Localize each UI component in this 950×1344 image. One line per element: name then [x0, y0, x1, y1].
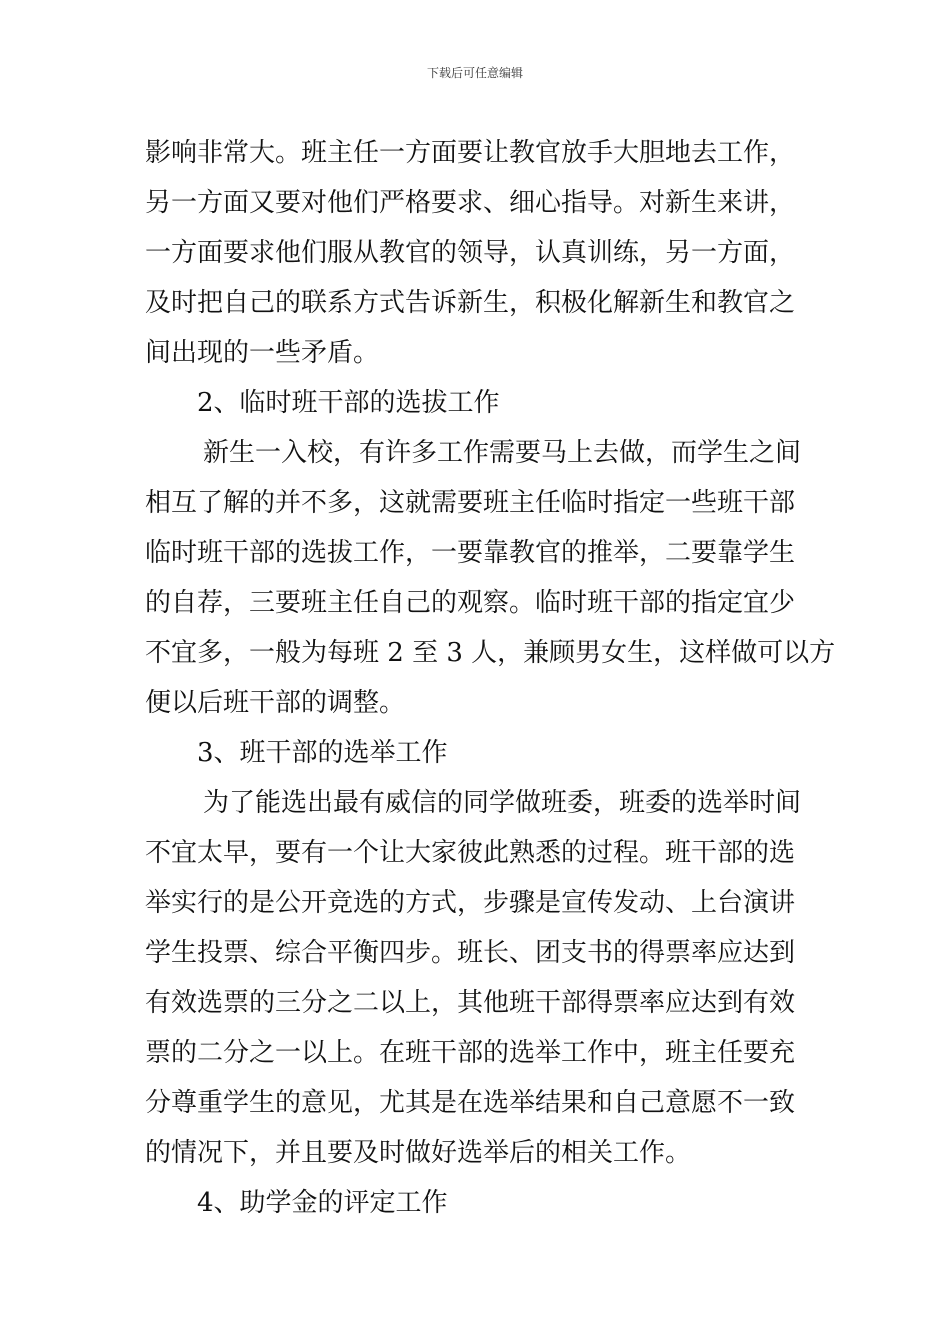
- text-line: 的情况下，并且要及时做好选举后的相关工作。: [145, 1138, 692, 1168]
- text-line: 的自荐，三要班主任自己的观察。临时班干部的指定宜少: [145, 588, 796, 618]
- section-heading: 3、班干部的选举工作: [197, 738, 448, 768]
- text-line: 不宜多，一般为每班 2 至 3 人，兼顾男女生，这样做可以方: [145, 638, 836, 668]
- page-header: 下载后可任意编辑: [426, 66, 523, 80]
- text-line: 及时把自己的联系方式告诉新生，积极化解新生和教官之: [145, 288, 796, 318]
- text-line: 一方面要求他们服从教官的领导，认真训练，另一方面，: [145, 238, 796, 268]
- document-body: [145, 128, 836, 1228]
- text-line: 为了能选出最有威信的同学做班委，班委的选举时间: [203, 788, 802, 818]
- text-line: 票的二分之一以上。在班干部的选举工作中，班主任要充: [145, 1038, 796, 1068]
- section-heading: 2、临时班干部的选拔工作: [197, 388, 500, 418]
- text-line: 分尊重学生的意见，尤其是在选举结果和自己意愿不一致: [145, 1088, 796, 1118]
- text-line: 相互了解的并不多，这就需要班主任临时指定一些班干部: [145, 488, 796, 518]
- text-line: 学生投票、综合平衡四步。班长、团支书的得票率应达到: [145, 938, 796, 968]
- text-line: 有效选票的三分之二以上，其他班干部得票率应达到有效: [145, 988, 796, 1018]
- text-line: 不宜太早，要有一个让大家彼此熟悉的过程。班干部的选: [145, 838, 796, 868]
- text-line: 间出现的一些矛盾。: [145, 338, 380, 368]
- section-heading: 4、助学金的评定工作: [197, 1188, 448, 1218]
- text-line: 另一方面又要对他们严格要求、细心指导。对新生来讲，: [145, 188, 796, 218]
- text-line: 新生一入校，有许多工作需要马上去做，而学生之间: [203, 438, 802, 468]
- text-line: 便以后班干部的调整。: [145, 688, 406, 718]
- text-line: 举实行的是公开竞选的方式，步骤是宣传发动、上台演讲: [145, 888, 796, 918]
- text-line: 临时班干部的选拔工作，一要靠教官的推举，二要靠学生: [145, 538, 796, 568]
- text-line: 影响非常大。班主任一方面要让教官放手大胆地去工作，: [145, 138, 796, 168]
